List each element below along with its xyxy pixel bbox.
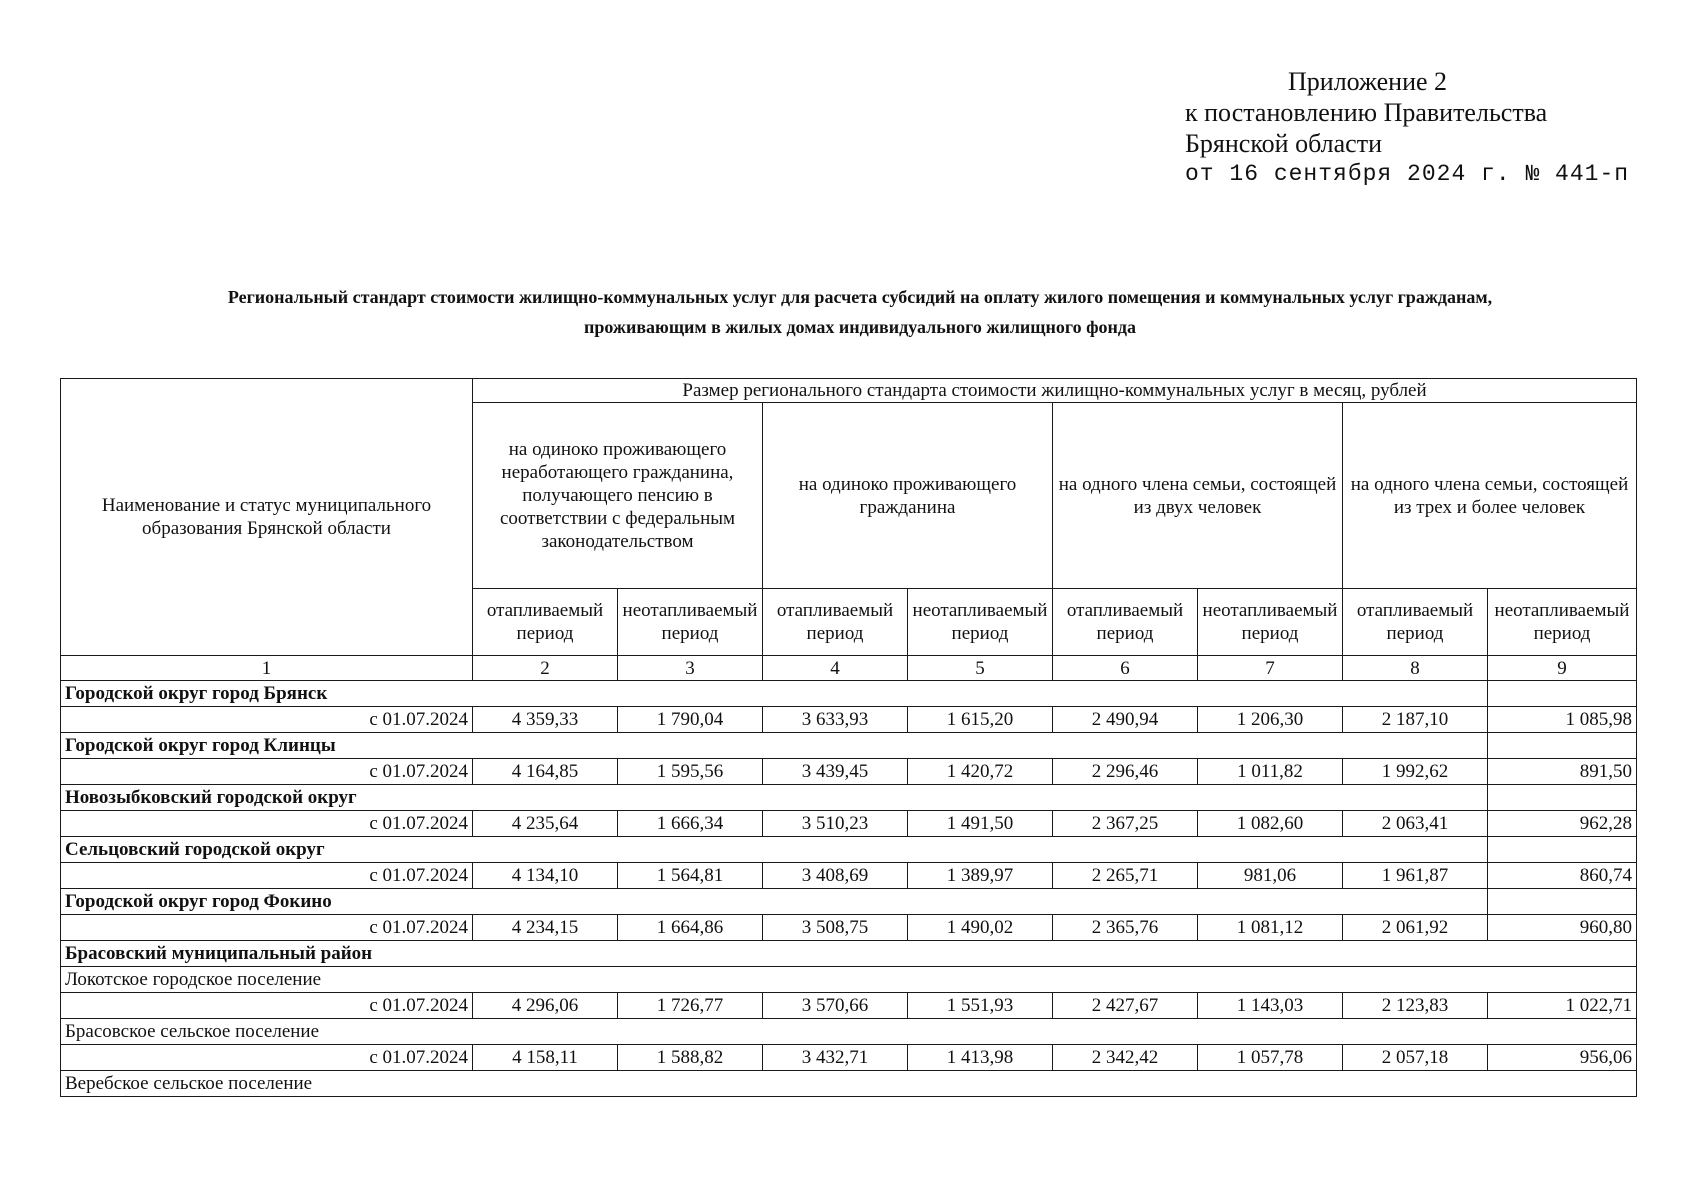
standard-value: 962,28 <box>1488 811 1637 837</box>
settlement-name: Локотское городское поселение <box>61 967 1637 993</box>
standard-value: 860,74 <box>1488 863 1637 889</box>
empty-cell <box>1488 785 1637 811</box>
standard-value: 1 082,60 <box>1198 811 1343 837</box>
standard-value: 4 296,06 <box>473 993 618 1019</box>
standard-value: 2 187,10 <box>1343 707 1488 733</box>
column-index: 7 <box>1198 656 1343 681</box>
standard-value: 2 265,71 <box>1053 863 1198 889</box>
standard-value: 2 123,83 <box>1343 993 1488 1019</box>
standard-value: 2 296,46 <box>1053 759 1198 785</box>
empty-cell <box>1488 733 1637 759</box>
district-name: Брасовский муниципальный район <box>61 941 1637 967</box>
standard-value: 1 992,62 <box>1343 759 1488 785</box>
settlement-name: Брасовское сельское поселение <box>61 1019 1637 1045</box>
standard-value: 1 413,98 <box>908 1045 1053 1071</box>
effective-date: с 01.07.2024 <box>61 707 473 733</box>
appendix-decree: к постановлению Правительства <box>1185 98 1548 127</box>
standard-value: 3 408,69 <box>763 863 908 889</box>
table-row <box>61 759 1637 785</box>
standard-value: 1 057,78 <box>1198 1045 1343 1071</box>
standard-value: 4 235,64 <box>473 811 618 837</box>
header-heated-period: отапливаемый период <box>1343 589 1488 656</box>
standard-value: 1 389,97 <box>908 863 1053 889</box>
appendix-number: Приложение 2 <box>1288 67 1448 96</box>
column-index-row <box>61 656 1637 681</box>
standard-value: 1 588,82 <box>618 1045 763 1071</box>
section-header-row <box>61 837 1637 863</box>
header-heated-period: отапливаемый период <box>473 589 618 656</box>
standard-value: 1 022,71 <box>1488 993 1637 1019</box>
column-index: 3 <box>618 656 763 681</box>
standard-value: 1 615,20 <box>908 707 1053 733</box>
settlement-row <box>61 1071 1637 1097</box>
effective-date: с 01.07.2024 <box>61 1045 473 1071</box>
header-unheated-period: неотапливаемый период <box>618 589 763 656</box>
settlement-row <box>61 967 1637 993</box>
header-municipality-name: Наименование и статус муниципального образования Брянской области <box>61 379 473 656</box>
standard-value: 1 961,87 <box>1343 863 1488 889</box>
standard-value: 960,80 <box>1488 915 1637 941</box>
header-unheated-period: неотапливаемый период <box>1198 589 1343 656</box>
standard-value: 4 164,85 <box>473 759 618 785</box>
section-header-row <box>61 681 1637 707</box>
standard-value: 1 143,03 <box>1198 993 1343 1019</box>
column-index: 9 <box>1488 656 1637 681</box>
standard-value: 1 595,56 <box>618 759 763 785</box>
table-row <box>61 707 1637 733</box>
appendix-region: Брянской области <box>1185 129 1382 158</box>
settlement-row <box>61 1019 1637 1045</box>
municipality-name: Сельцовский городской округ <box>61 837 1488 863</box>
standard-value: 4 359,33 <box>473 707 618 733</box>
standard-value: 1 564,81 <box>618 863 763 889</box>
standard-value: 2 427,67 <box>1053 993 1198 1019</box>
header-heated-period: отапливаемый период <box>1053 589 1198 656</box>
municipality-name: Городской округ город Фокино <box>61 889 1488 915</box>
header-standard-size: Размер регионального стандарта стоимости жилищно-коммунальных услуг в месяц, рублей <box>473 379 1637 403</box>
standard-value: 2 342,42 <box>1053 1045 1198 1071</box>
appendix-block <box>1185 66 1629 190</box>
standard-value: 1 790,04 <box>618 707 763 733</box>
municipality-name: Новозыбковский городской округ <box>61 785 1488 811</box>
column-index: 4 <box>763 656 908 681</box>
standard-value: 2 490,94 <box>1053 707 1198 733</box>
standard-value: 3 633,93 <box>763 707 908 733</box>
settlement-name: Веребское сельское поселение <box>61 1071 1637 1097</box>
standard-value: 1 085,98 <box>1488 707 1637 733</box>
standard-value: 1 666,34 <box>618 811 763 837</box>
standard-value: 1 551,93 <box>908 993 1053 1019</box>
header-unheated-period: неотапливаемый период <box>1488 589 1637 656</box>
effective-date: с 01.07.2024 <box>61 759 473 785</box>
standard-value: 1 726,77 <box>618 993 763 1019</box>
table-row <box>61 811 1637 837</box>
effective-date: с 01.07.2024 <box>61 811 473 837</box>
document-title-line-2: проживающим в жилых домах индивидуального жилищного фонда <box>583 317 1137 337</box>
standard-value: 1 664,86 <box>618 915 763 941</box>
header-category-family-three-plus: на одного члена семьи, состоящей из трех и более человек <box>1343 403 1637 589</box>
standard-value: 1 081,12 <box>1198 915 1343 941</box>
header-category-single: на одиноко проживающего гражданина <box>763 403 1053 589</box>
standard-value: 4 234,15 <box>473 915 618 941</box>
standard-value: 2 057,18 <box>1343 1045 1488 1071</box>
table-row <box>61 863 1637 889</box>
column-index: 8 <box>1343 656 1488 681</box>
standard-value: 3 432,71 <box>763 1045 908 1071</box>
standard-value: 3 439,45 <box>763 759 908 785</box>
effective-date: с 01.07.2024 <box>61 863 473 889</box>
standard-value: 2 367,25 <box>1053 811 1198 837</box>
document-title-line-1: Региональный стандарт стоимости жилищно-коммунальных услуг для расчета субсидий на оплату жилого помещения и коммунальных услуг гражданам, <box>227 287 1493 307</box>
standard-value: 2 063,41 <box>1343 811 1488 837</box>
appendix-date-number: от 16 сентября 2024 г. № 441-п <box>1185 161 1630 187</box>
section-header-row <box>61 733 1637 759</box>
standard-value: 2 365,76 <box>1053 915 1198 941</box>
section-header-row <box>61 889 1637 915</box>
municipality-name: Городской округ город Клинцы <box>61 733 1488 759</box>
header-heated-period: отапливаемый период <box>763 589 908 656</box>
standard-value: 3 510,23 <box>763 811 908 837</box>
standard-value: 981,06 <box>1198 863 1343 889</box>
standard-value: 1 206,30 <box>1198 707 1343 733</box>
column-index: 2 <box>473 656 618 681</box>
regional-standard-table <box>60 378 1637 1097</box>
settlement-row <box>61 941 1637 967</box>
column-index: 6 <box>1053 656 1198 681</box>
empty-cell <box>1488 889 1637 915</box>
standard-value: 4 158,11 <box>473 1045 618 1071</box>
table-row <box>61 993 1637 1019</box>
table-row <box>61 915 1637 941</box>
table-row <box>61 1045 1637 1071</box>
standard-value: 1 491,50 <box>908 811 1053 837</box>
header-category-family-two: на одного члена семьи, состоящей из двух человек <box>1053 403 1343 589</box>
standard-value: 3 508,75 <box>763 915 908 941</box>
standard-value: 1 420,72 <box>908 759 1053 785</box>
standard-value: 2 061,92 <box>1343 915 1488 941</box>
standard-value: 3 570,66 <box>763 993 908 1019</box>
effective-date: с 01.07.2024 <box>61 915 473 941</box>
section-header-row <box>61 785 1637 811</box>
document-title <box>60 282 1660 342</box>
column-index: 1 <box>61 656 473 681</box>
standard-value: 956,06 <box>1488 1045 1637 1071</box>
header-category-pensioner: на одиноко проживающего неработающего гражданина, получающего пенсию в соответствии с федеральным законодательством <box>473 403 763 589</box>
column-index: 5 <box>908 656 1053 681</box>
effective-date: с 01.07.2024 <box>61 993 473 1019</box>
municipality-name: Городской округ город Брянск <box>61 681 1488 707</box>
header-unheated-period: неотапливаемый период <box>908 589 1053 656</box>
standard-value: 1 011,82 <box>1198 759 1343 785</box>
standard-value: 1 490,02 <box>908 915 1053 941</box>
empty-cell <box>1488 837 1637 863</box>
table-body <box>61 379 1637 1097</box>
standard-value: 891,50 <box>1488 759 1637 785</box>
standard-value: 4 134,10 <box>473 863 618 889</box>
empty-cell <box>1488 681 1637 707</box>
